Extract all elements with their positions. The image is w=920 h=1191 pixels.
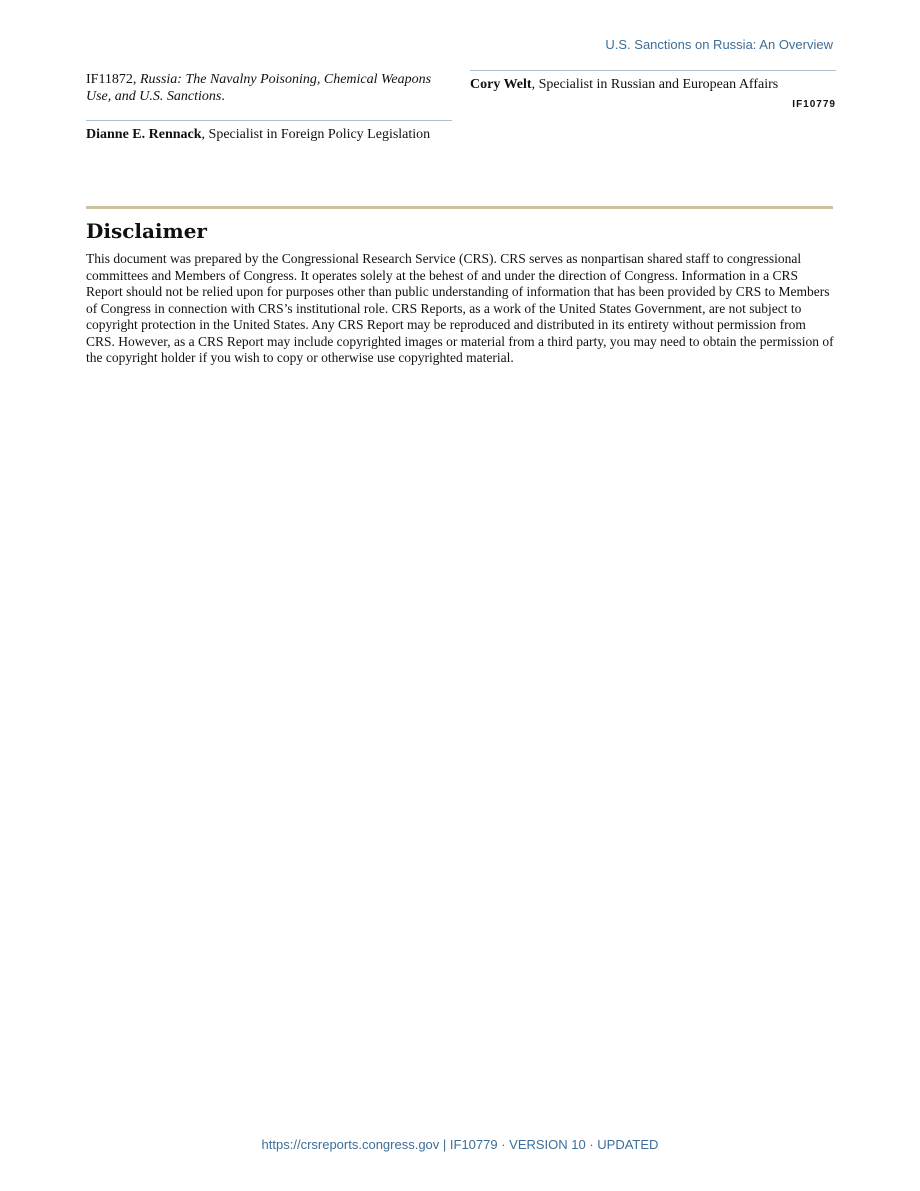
author-welt [470, 76, 836, 94]
section-divider [86, 206, 833, 209]
right-divider [470, 70, 836, 71]
related-report-id: IF11872, [86, 72, 137, 87]
left-column [86, 71, 452, 144]
right-column [470, 70, 836, 110]
author-rennack [86, 126, 452, 144]
left-divider [86, 120, 452, 121]
related-report-reference [86, 71, 452, 105]
footer-link[interactable]: https://crsreports.congress.gov | IF10779 · VERSION 10 · UPDATED [261, 1137, 659, 1152]
product-code: IF10779 [792, 99, 836, 110]
related-report-title: Russia: The Navalny Poisoning, Chemical Weapons Use, and U.S. Sanctions [86, 72, 432, 104]
author-name: Dianne E. Rennack [86, 127, 202, 142]
disclaimer-heading: Disclaimer [86, 219, 207, 243]
related-report-end: . [221, 89, 225, 104]
running-header-title: U.S. Sanctions on Russia: An Overview [605, 37, 833, 52]
disclaimer-body: This document was prepared by the Congressional Research Service (CRS). CRS serves as nonpartisan shared staff to congressional committees and Members of Congress. It operates solely at the behest of and under the direction of Congress. Information in a CRS Report should not be relied upon for purposes other than public understanding of information that has been provided by CRS to Members of Congress in connection with CRS’s institutional role. CRS Reports, as a work of the United States Government, are not subject to copyright protection in the United States. Any CRS Report may be reproduced and distributed in its entirety without permission from CRS. However, as a CRS Report may include copyrighted images or material from a third party, you may need to obtain the permission of the copyright holder if you wish to copy or otherwise use copyrighted material. [86, 251, 834, 365]
author-name: Cory Welt [470, 77, 532, 92]
author-title: , Specialist in Foreign Policy Legislation [201, 127, 431, 142]
author-title: , Specialist in Russian and European Affairs [531, 77, 779, 92]
